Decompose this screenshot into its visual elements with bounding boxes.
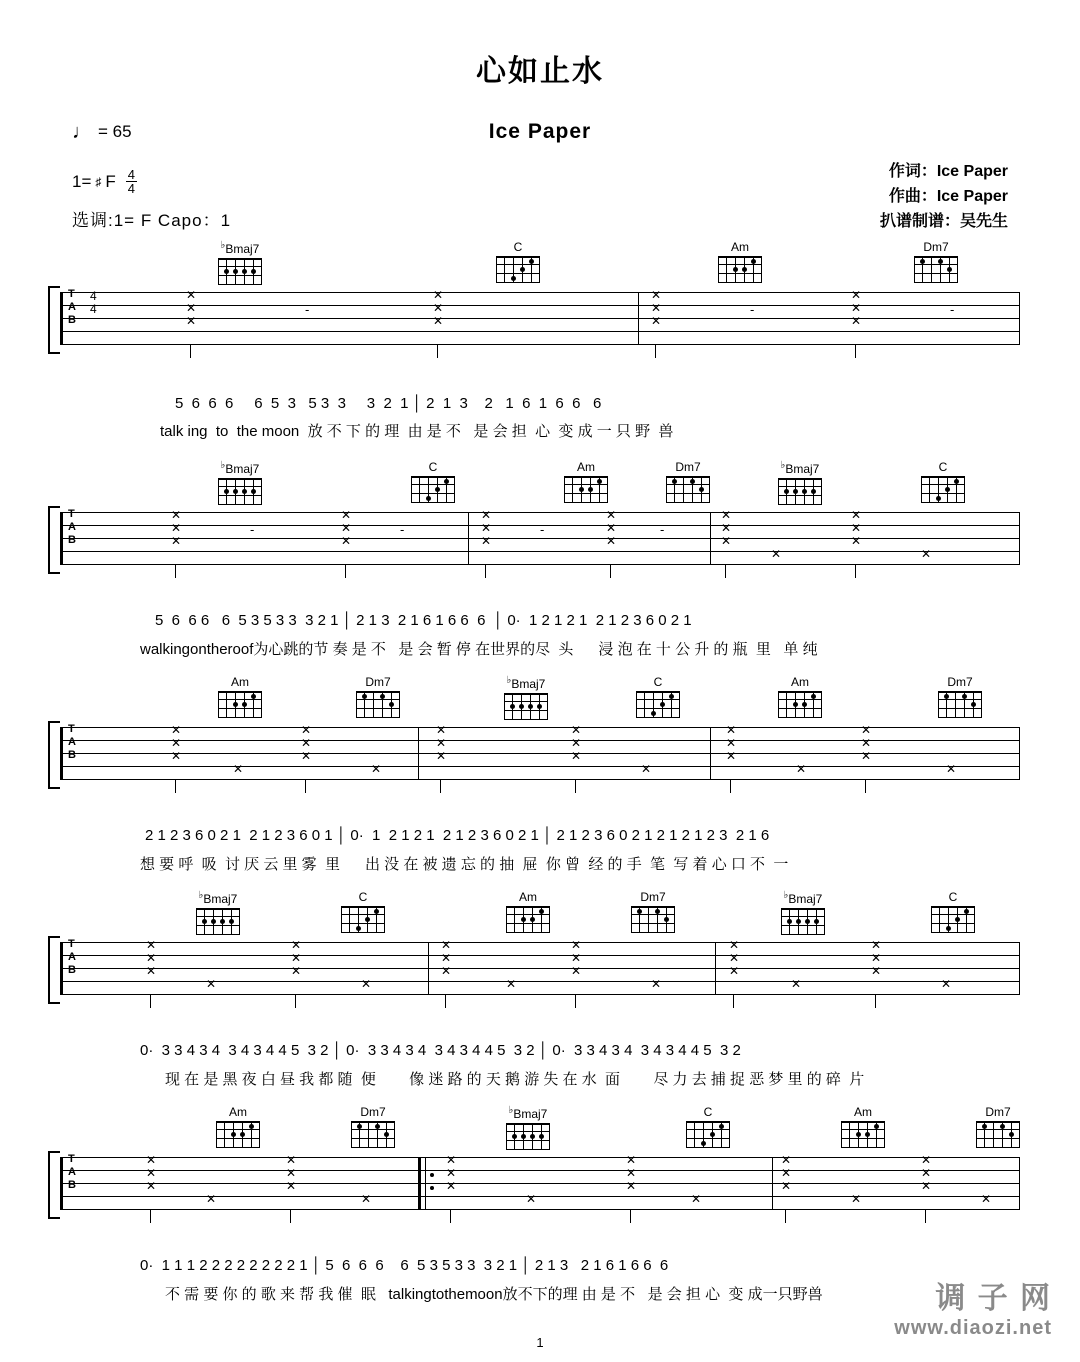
tab-note-column: ✕ ✕ ✕ (605, 508, 617, 548)
chord-name: Am (731, 240, 749, 254)
chord-name: C (513, 240, 523, 254)
chord-diagram (190, 890, 246, 934)
tab-note-column: ✕ (232, 762, 244, 776)
tab-note-column: ✕ (640, 762, 652, 776)
tab-note-column: ✕ (980, 1192, 992, 1206)
chord-grid (196, 908, 240, 934)
tab-note-column: ✕ ✕ ✕ (435, 723, 447, 763)
tab-note-column: ✕ (940, 977, 952, 991)
chord-name: Am (229, 1105, 247, 1119)
chord-grid (841, 1121, 885, 1147)
tab-note-column: ✕ ✕ ✕ (570, 723, 582, 763)
tab-dash: - (950, 302, 955, 317)
tab-note-column: ✕ ✕ ✕ (440, 938, 452, 978)
tab-note-column: ✕ (690, 1192, 702, 1206)
chord-name: Dm7 (947, 675, 973, 689)
tab-note-column: ✕ ✕ ✕ (170, 508, 182, 548)
tempo-value: = 65 (98, 122, 132, 141)
chord-grid (218, 691, 262, 717)
chord-diagram (835, 1105, 891, 1147)
tab-note-column: ✕ (205, 977, 217, 991)
tab-note-column: ✕ (945, 762, 957, 776)
tab-clef: T A B (68, 1153, 76, 1191)
notation-numbers: 2 1 2 3 6 0 2 1 2 1 2 3 6 0 1 │ 0· 1 2 1 2 1 2 1 2 3 6 0 2 1 │ 2 1 2 3 6 0 2 1 2 1 2 1 2 3 2 1 6 (145, 827, 770, 844)
chord-diagram (625, 890, 681, 932)
key-prefix: 1= (72, 171, 92, 191)
chord-diagram (712, 240, 768, 282)
chord-diagram (915, 460, 971, 502)
tab-staff (60, 1153, 1020, 1209)
chord-grid (216, 1121, 260, 1147)
chord-grid (976, 1121, 1020, 1147)
watermark (894, 1273, 1052, 1340)
chord-diagram (500, 1105, 556, 1149)
chord-diagram (630, 675, 686, 717)
chord-grid (686, 1121, 730, 1147)
tab-note-column: ✕ ✕ ✕ (725, 723, 737, 763)
chord-grid (356, 691, 400, 717)
tab-dash: - (750, 302, 755, 317)
credits (880, 160, 1008, 234)
tab-dash: - (540, 522, 545, 537)
chord-name: Dm7 (985, 1105, 1011, 1119)
chord-name: ♭Bmaj7 (506, 675, 546, 691)
chord-grid (496, 256, 540, 282)
tab-note-column: ✕ (770, 547, 782, 561)
chord-name: Am (231, 675, 249, 689)
staff-time-signature: 4 4 (90, 289, 97, 316)
chord-name: ♭Bmaj7 (780, 460, 820, 476)
tab-note-column: ✕ ✕ ✕ (870, 938, 882, 978)
tab-staff (60, 938, 1020, 994)
tab-clef: T A B (68, 508, 76, 546)
chord-grid (778, 478, 822, 504)
key-accidental: ♯ (95, 174, 102, 189)
tab-note-column: ✕ (360, 977, 372, 991)
chord-grid (781, 908, 825, 934)
chord-name: C (703, 1105, 713, 1119)
time-signature-numerator: 4 (127, 167, 136, 182)
chord-grid (351, 1121, 395, 1147)
chord-grid (636, 691, 680, 717)
chord-grid (218, 258, 262, 284)
tab-note-column: ✕ ✕ ✕ (145, 938, 157, 978)
tab-note-column: ✕ ✕ ✕ (340, 508, 352, 548)
tempo-marking (72, 122, 132, 142)
chord-diagram (925, 890, 981, 932)
chord-diagram (335, 890, 391, 932)
chord-grid (718, 256, 762, 282)
quarter-note-icon: ♩ (72, 121, 92, 143)
credit-lyrics: 作词：Ice Paper (888, 163, 1008, 180)
tab-dash: - (250, 522, 255, 537)
chord-name: C (653, 675, 663, 689)
tab-note-column: ✕ ✕ ✕ (285, 1153, 297, 1193)
credit-music: 作曲：Ice Paper (888, 187, 1008, 205)
tab-note-column: ✕ (790, 977, 802, 991)
chord-name: C (948, 890, 958, 904)
chord-name: C (428, 460, 438, 474)
tab-staff (60, 508, 1020, 564)
tab-note-column: ✕ ✕ ✕ (290, 938, 302, 978)
notation-numbers: 0· 1 1 1 2 2 2 2 2 2 2 2 1 │ 5 6 6 6 6 5 3 5 3 3 3 2 1 │ 2 1 3 2 1 6 1 6 6 6 (140, 1257, 669, 1274)
repeat-dot (430, 1173, 434, 1177)
chord-grid (914, 256, 958, 282)
chord-diagram (932, 675, 988, 717)
chord-diagram (405, 460, 461, 502)
chord-diagram (212, 460, 268, 504)
chord-diagram (212, 675, 268, 717)
chord-diagram (558, 460, 614, 502)
chord-name: Dm7 (365, 675, 391, 689)
chord-name: Am (791, 675, 809, 689)
watermark-url: www.diaozi.net (894, 1317, 1052, 1339)
tab-note-column: ✕ ✕ ✕ (920, 1153, 932, 1193)
chord-grid (931, 906, 975, 932)
tab-note-column: ✕ ✕ ✕ (728, 938, 740, 978)
tab-note-column: ✕ ✕ ✕ (170, 723, 182, 763)
chord-diagram (660, 460, 716, 502)
notation-numbers: 5 6 6 6 6 5 3 5 3 3 3 2 1 │ 2 1 3 2 1 6 1 6 6 6 │ 0· 1 2 1 2 1 2 1 2 3 6 0 2 1 (155, 612, 692, 629)
tab-note-column: ✕ (525, 1192, 537, 1206)
chord-diagram (490, 240, 546, 282)
tab-staff (60, 723, 1020, 779)
chord-name: Dm7 (360, 1105, 386, 1119)
chord-grid (921, 476, 965, 502)
chord-name: ♭Bmaj7 (198, 890, 238, 906)
tab-dash: - (400, 522, 405, 537)
tab-note-column: ✕ (360, 1192, 372, 1206)
capo-line: 选调:1= F Capo：1 (72, 211, 232, 230)
key-signature (72, 168, 137, 195)
tab-clef: T A B (68, 938, 76, 976)
lyrics-line: 想 要 呼 吸 讨 厌 云 里 雾 里 出 没 在 被 遗 忘 的 抽 屉 你 曾 经 的 手 笔 写 着 心 口 不 一 (140, 856, 789, 873)
tab-note-column: ✕ (505, 977, 517, 991)
chord-name: Dm7 (640, 890, 666, 904)
chord-name: ♭Bmaj7 (220, 460, 260, 476)
tab-note-column: ✕ ✕ ✕ (780, 1153, 792, 1193)
chord-diagram (908, 240, 964, 282)
chord-grid (218, 478, 262, 504)
time-signature (126, 168, 137, 195)
tab-dash: - (660, 522, 665, 537)
chord-grid (938, 691, 982, 717)
chord-grid (506, 906, 550, 932)
tab-note-column: ✕ ✕ ✕ (432, 288, 444, 328)
chord-diagram (772, 460, 828, 504)
tab-note-column: ✕ ✕ ✕ (850, 508, 862, 548)
page-title: 心如止水 (476, 55, 604, 88)
notation-numbers: 0· 3 3 4 3 4 3 4 3 4 4 5 3 2 │ 0· 3 3 4 3 4 3 4 3 4 4 5 3 2 │ 0· 3 3 4 3 4 3 4 3 4 4 5 3 2 (140, 1042, 741, 1059)
chord-name: Am (519, 890, 537, 904)
chord-name: Am (577, 460, 595, 474)
tab-dash: - (305, 302, 310, 317)
chord-grid (341, 906, 385, 932)
tab-clef: T A B (68, 723, 76, 761)
chord-grid (564, 476, 608, 502)
key-value: F (105, 171, 116, 191)
chord-name: ♭Bmaj7 (783, 890, 823, 906)
tab-note-column: ✕ (205, 1192, 217, 1206)
tab-note-column: ✕ ✕ ✕ (300, 723, 312, 763)
time-signature-denominator: 4 (127, 181, 136, 196)
notation-numbers: 5 6 6 6 6 5 3 5 3 3 3 2 1 │ 2 1 3 2 1 6 1 6 6 6 (175, 395, 602, 412)
tab-note-column: ✕ ✕ ✕ (570, 938, 582, 978)
chord-diagram (500, 890, 556, 932)
chord-grid (506, 1123, 550, 1149)
tab-clef: T A B (68, 288, 76, 326)
tab-note-column: ✕ ✕ ✕ (850, 288, 862, 328)
chord-name: ♭Bmaj7 (508, 1105, 548, 1121)
chord-diagram (775, 890, 831, 934)
tab-note-column: ✕ ✕ ✕ (625, 1153, 637, 1193)
tab-note-column: ✕ ✕ ✕ (185, 288, 197, 328)
tab-note-column: ✕ (650, 977, 662, 991)
artist-name: Ice Paper (488, 120, 592, 143)
tab-note-column: ✕ (920, 547, 932, 561)
tab-note-column: ✕ ✕ ✕ (445, 1153, 457, 1193)
chord-diagram (680, 1105, 736, 1147)
lyrics-line: talk ing to the moon 放 不 下 的 理 由 是 不 是 会 担 心 变 成 一 只 野 兽 (160, 423, 674, 440)
chord-diagram (350, 675, 406, 717)
chord-grid (411, 476, 455, 502)
repeat-dot (430, 1186, 434, 1190)
chord-name: ♭Bmaj7 (220, 240, 260, 256)
watermark-site-name: 调 子 网 (935, 1282, 1052, 1315)
tab-note-column: ✕ (370, 762, 382, 776)
tab-note-column: ✕ ✕ ✕ (480, 508, 492, 548)
page-number: 1 (536, 1335, 544, 1350)
tab-note-column: ✕ ✕ ✕ (145, 1153, 157, 1193)
lyrics-line: walkingontheroof为心跳的节 奏 是 不 是 会 暂 停 在世界的尽 头 浸 泡 在 十 公 升 的 瓶 里 单 纯 (140, 641, 818, 658)
chord-diagram (210, 1105, 266, 1147)
chord-name: Dm7 (675, 460, 701, 474)
chord-diagram (772, 675, 828, 717)
chord-diagram (345, 1105, 401, 1147)
tab-staff (60, 288, 1020, 344)
chord-name: C (938, 460, 948, 474)
tab-note-column: ✕ ✕ ✕ (650, 288, 662, 328)
chord-grid (666, 476, 710, 502)
tab-note-column: ✕ (850, 1192, 862, 1206)
chord-name: C (358, 890, 368, 904)
lyrics-line: 现 在 是 黑 夜 白 昼 我 都 随 便 像 迷 路 的 天 鹅 游 失 在 水 面 尽 力 去 捕 捉 恶 梦 里 的 碎 片 (165, 1071, 865, 1088)
tab-note-column: ✕ ✕ ✕ (860, 723, 872, 763)
chord-grid (631, 906, 675, 932)
chord-diagram (498, 675, 554, 719)
tab-note-column: ✕ ✕ ✕ (720, 508, 732, 548)
credit-transcriber: 扒谱制谱：吴先生 (879, 212, 1008, 230)
lyrics-line: 不 需 要 你 的 歌 来 帮 我 催 眠 talkingtothemoon放不下的理 由 是 不 是 会 担 心 变 成一只野兽 (165, 1286, 823, 1303)
chord-name: Dm7 (923, 240, 949, 254)
chord-diagram (212, 240, 268, 284)
chord-name: Am (854, 1105, 872, 1119)
chord-diagram (970, 1105, 1026, 1147)
tab-note-column: ✕ (795, 762, 807, 776)
chord-grid (504, 693, 548, 719)
chord-grid (778, 691, 822, 717)
